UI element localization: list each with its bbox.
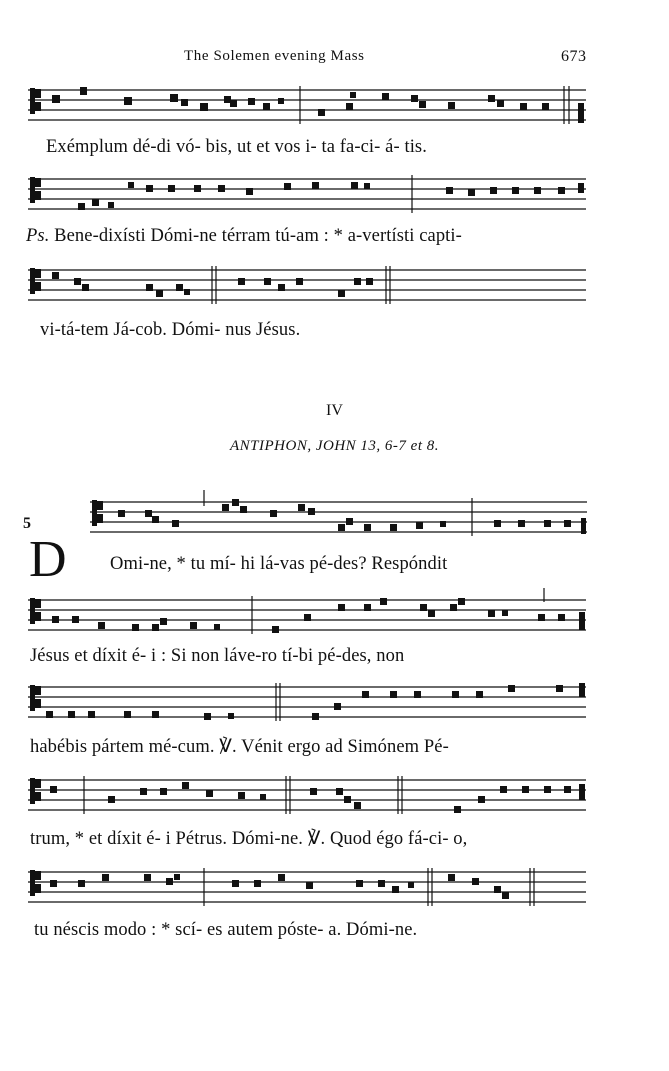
running-head — [0, 48, 669, 72]
lyric-line: habébis pártem mé-cum. ℣. Vénit ergo ad Simónem Pé- — [30, 737, 449, 757]
staff-lines — [28, 596, 588, 636]
running-title: The Solemen evening Mass — [184, 48, 365, 64]
staff-lines — [28, 683, 588, 723]
chant-staff — [28, 596, 588, 636]
chant-staff — [28, 868, 588, 908]
mode-number: 5 — [23, 515, 31, 532]
lyric-text: Bene-dixísti Dómi-ne térram tú-am : * a-vertísti capti- — [49, 226, 462, 246]
lyric-line: Omi-ne, * tu mí- hi lá-vas pé-des? Respóndit — [110, 554, 448, 574]
staff-lines — [28, 868, 588, 908]
lyric-line: Exémplum dé-di vó- bis, ut et vos i- ta fa-ci- á- tis. — [46, 137, 427, 157]
staff-lines — [28, 776, 588, 816]
staff-lines — [28, 266, 588, 306]
lyric-line: Jésus et díxit é- i : Si non láve-ro tí-bi pé-des, non — [30, 646, 405, 666]
chant-staff — [28, 266, 588, 306]
lyric-line: vi-tá-tem Já-cob. Dómi- nus Jésus. — [40, 320, 301, 340]
decorated-initial: D — [29, 531, 67, 588]
page-number: 673 — [561, 48, 587, 65]
chant-staff — [28, 86, 588, 126]
lyric-line: trum, * et díxit é- i Pétrus. Dómi-ne. ℣. Quod égo fá-ci- o, — [30, 829, 468, 849]
antiphon-heading: ANTIPHON, JOHN 13, 6-7 et 8. — [230, 438, 439, 454]
chant-staff — [28, 683, 588, 723]
chant-staff — [90, 498, 590, 538]
lyric-line — [26, 226, 462, 247]
section-numeral: IV — [326, 402, 343, 419]
psalm-abbreviation: Ps. — [26, 226, 50, 246]
lyric-line: tu néscis modo : * scí- es autem póste- a. Dómi-ne. — [34, 920, 418, 940]
chant-staff — [28, 175, 588, 215]
staff-lines — [28, 86, 588, 126]
staff-lines — [90, 498, 590, 538]
staff-lines — [28, 175, 588, 215]
chant-staff — [28, 776, 588, 816]
